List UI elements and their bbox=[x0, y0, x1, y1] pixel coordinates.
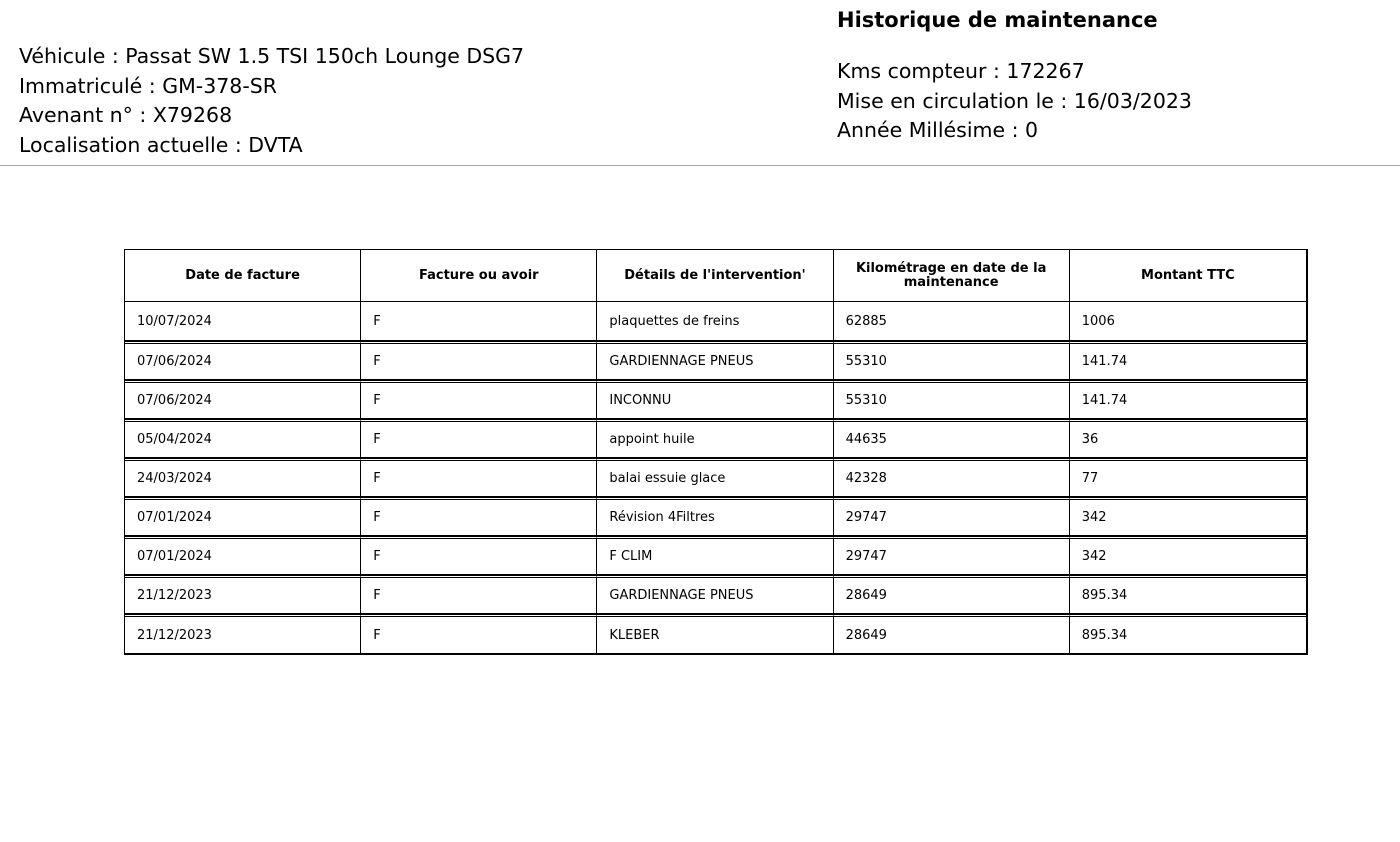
cell-invoice-date: 21/12/2023 bbox=[125, 575, 361, 614]
cell-mileage: 44635 bbox=[834, 419, 1070, 458]
cell-intervention-details: plaquettes de freins bbox=[597, 302, 833, 341]
cell-intervention-details: Révision 4Filtres bbox=[597, 497, 833, 536]
cell-invoice-type: F bbox=[361, 419, 597, 458]
cell-intervention-details: INCONNU bbox=[597, 380, 833, 419]
column-header-invoice-type: Facture ou avoir bbox=[361, 250, 597, 302]
cell-amount: 141.74 bbox=[1070, 380, 1306, 419]
cell-amount: 36 bbox=[1070, 419, 1306, 458]
cell-invoice-type: F bbox=[361, 380, 597, 419]
cell-mileage: 29747 bbox=[834, 536, 1070, 575]
cell-invoice-type: F bbox=[361, 341, 597, 380]
maintenance-table bbox=[124, 249, 1308, 655]
column-header-invoice-date: Date de facture bbox=[125, 250, 361, 302]
table-header-row bbox=[125, 250, 1306, 302]
amendment-number: Avenant n° : X79268 bbox=[19, 103, 233, 128]
counter-info bbox=[837, 57, 1192, 146]
table-row bbox=[125, 419, 1306, 458]
table-row bbox=[125, 497, 1306, 536]
page-header bbox=[0, 0, 1400, 166]
cell-intervention-details: balai essuie glace bbox=[597, 458, 833, 497]
cell-invoice-type: F bbox=[361, 614, 597, 653]
column-header-amount: Montant TTC bbox=[1070, 250, 1306, 302]
cell-intervention-details: F CLIM bbox=[597, 536, 833, 575]
cell-intervention-details: appoint huile bbox=[597, 419, 833, 458]
cell-invoice-date: 10/07/2024 bbox=[125, 302, 361, 341]
cell-amount: 342 bbox=[1070, 497, 1306, 536]
cell-amount: 895.34 bbox=[1070, 614, 1306, 653]
cell-mileage: 29747 bbox=[834, 497, 1070, 536]
model-year: Année Millésime : 0 bbox=[837, 118, 1039, 143]
table-row bbox=[125, 536, 1306, 575]
cell-mileage: 28649 bbox=[834, 575, 1070, 614]
cell-mileage: 55310 bbox=[834, 341, 1070, 380]
cell-amount: 1006 bbox=[1070, 302, 1306, 341]
vehicle-info bbox=[19, 42, 524, 161]
cell-invoice-date: 07/01/2024 bbox=[125, 536, 361, 575]
maintenance-table-container bbox=[124, 249, 1308, 655]
table-row bbox=[125, 341, 1306, 380]
cell-mileage: 28649 bbox=[834, 614, 1070, 653]
odometer: Kms compteur : 172267 bbox=[837, 59, 1085, 83]
cell-invoice-date: 05/04/2024 bbox=[125, 419, 361, 458]
cell-amount: 342 bbox=[1070, 536, 1306, 575]
cell-invoice-type: F bbox=[361, 575, 597, 614]
cell-invoice-type: F bbox=[361, 302, 597, 341]
cell-invoice-date: 07/06/2024 bbox=[125, 341, 361, 380]
cell-intervention-details: GARDIENNAGE PNEUS bbox=[597, 575, 833, 614]
cell-invoice-date: 21/12/2023 bbox=[125, 614, 361, 653]
table-row bbox=[125, 380, 1306, 419]
cell-amount: 895.34 bbox=[1070, 575, 1306, 614]
cell-invoice-date: 24/03/2024 bbox=[125, 458, 361, 497]
table-row bbox=[125, 302, 1306, 341]
cell-invoice-type: F bbox=[361, 536, 597, 575]
registration-date: Mise en circulation le : 16/03/2023 bbox=[837, 88, 1192, 113]
cell-intervention-details: KLEBER bbox=[597, 614, 833, 653]
table-row bbox=[125, 575, 1306, 614]
cell-mileage: 55310 bbox=[834, 380, 1070, 419]
vehicle-registration: Immatriculé : GM-378-SR bbox=[19, 73, 277, 98]
cell-invoice-date: 07/01/2024 bbox=[125, 497, 361, 536]
cell-amount: 77 bbox=[1070, 458, 1306, 497]
table-row bbox=[125, 458, 1306, 497]
table-row bbox=[125, 614, 1306, 653]
cell-mileage: 62885 bbox=[834, 302, 1070, 341]
cell-invoice-type: F bbox=[361, 458, 597, 497]
vehicle-model: Véhicule : Passat SW 1.5 TSI 150ch Lounge DSG7 bbox=[19, 44, 525, 68]
cell-invoice-type: F bbox=[361, 497, 597, 536]
cell-mileage: 42328 bbox=[834, 458, 1070, 497]
cell-amount: 141.74 bbox=[1070, 341, 1306, 380]
column-header-intervention-details: Détails de l'intervention' bbox=[597, 250, 833, 302]
cell-intervention-details: GARDIENNAGE PNEUS bbox=[597, 341, 833, 380]
column-header-mileage: Kilométrage en date de la maintenance bbox=[834, 250, 1070, 302]
page-title: Historique de maintenance bbox=[837, 8, 1158, 32]
cell-invoice-date: 07/06/2024 bbox=[125, 380, 361, 419]
current-location: Localisation actuelle : DVTA bbox=[19, 133, 303, 158]
